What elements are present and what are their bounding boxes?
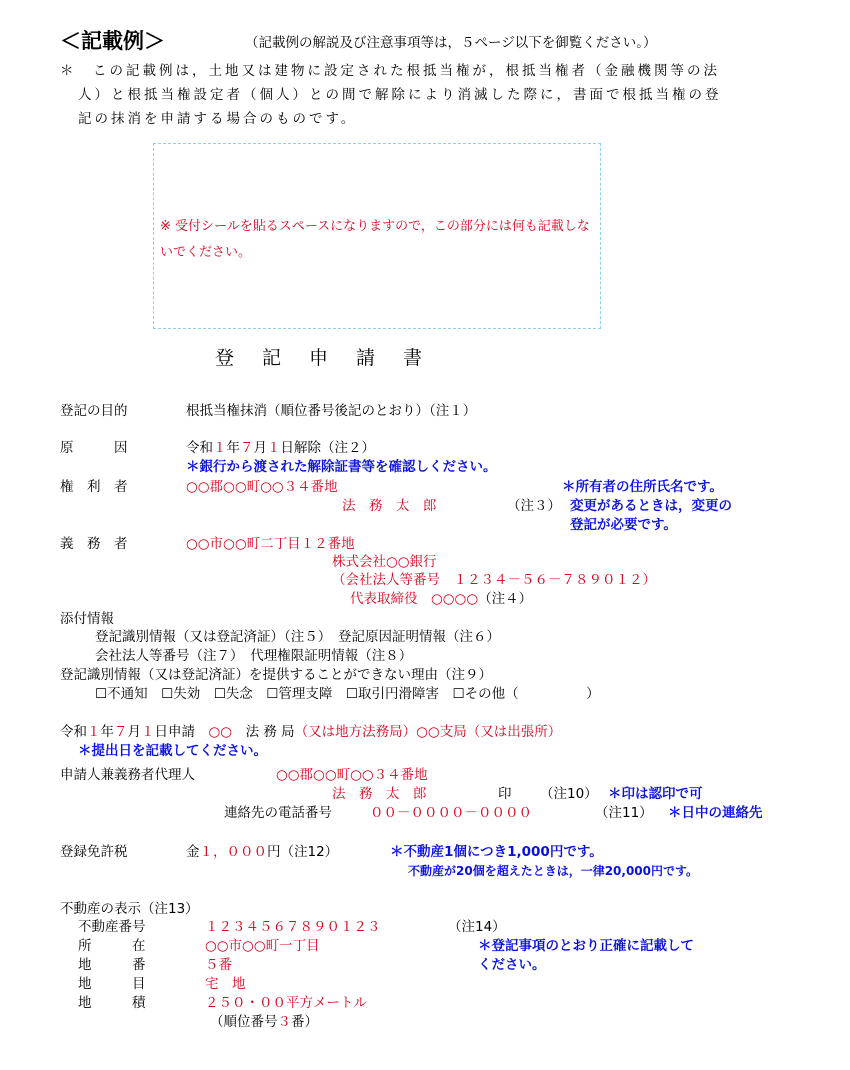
cause-era: 令和 [186,440,213,456]
obligor-label: 義 務 者 [60,536,128,552]
agent-note: （注10） [540,786,598,802]
tax-prefix: 金 [186,844,200,860]
attachments-reason-options: ☐不通知 ☐失効 ☐失念 ☐管理支障 ☐取引円滑障害 ☐その他（ ） [95,686,600,702]
attachments-label: 添付情報 [60,611,114,627]
agent-label: 申請人兼義務者代理人 [60,767,195,783]
property-number-label: 不動産番号 [78,919,146,935]
application-hint: ＊提出日を記載してください。 [78,743,267,759]
tax-note: （注12） [280,844,339,860]
attachments-line-2: 会社法人等番号（注７） 代理権限証明情報（注８） [95,648,413,664]
property-category-label: 地 目 [78,976,146,992]
property-rank-suffix: 番） [291,1014,318,1030]
cause-day-unit: 日解除（注２） [280,440,375,456]
property-number: １２３４５６７８９０１２３ [205,919,381,935]
obligor-address: ○○市○○町二丁目１２番地 [186,536,355,552]
application-office-prefix: ○○ [208,724,233,740]
application-day-unit: 日申請 [154,724,195,740]
tax-amount: １，０００ [199,844,267,860]
cause-day: １ [267,440,281,456]
cause-label: 原 因 [60,440,128,456]
property-label: 不動産の表示（注13） [60,901,199,917]
cause-year-unit: 年 [226,440,240,456]
header-note: （記載例の解説及び注意事項等は，５ページ以下を御覧ください。） [245,35,657,51]
application-era: 令和 [60,724,87,740]
application-office-suffix: （又は地方法務局）○○支局（又は出張所） [294,724,562,740]
agent-phone: ００－００００－００００ [370,805,532,821]
document-title: 登記申請書 [215,347,451,369]
property-category: 宅 地 [205,976,246,992]
agent-address: ○○郡○○町○○３４番地 [276,767,428,783]
attachments-line-1: 登記識別情報（又は登記済証）（注５） 登記原因証明情報（注６） [95,629,500,645]
property-area-label: 地 積 [78,995,146,1011]
property-number-note: （注14） [448,919,506,935]
right-holder-note: （注３） [507,498,561,514]
tax-hint-1: ＊不動産1個につき1,000円です。 [390,844,603,860]
right-holder-address: ○○郡○○町○○３４番地 [186,479,338,495]
property-lot-label: 地 番 [78,957,146,973]
right-holder-hint-2: 変更があるときは，変更の [570,498,732,514]
tax-hint-2: 不動産が20個を超えたときは，一律20,000円です。 [408,864,699,878]
tax-label: 登録免許税 [60,844,128,860]
application-month: ７ [114,724,128,740]
agent-phone-label: 連絡先の電話番号 [224,805,332,821]
cause-year: １ [213,440,227,456]
property-hint-2: ください。 [478,957,546,973]
intro-line-1: ＊ この記載例は，土地又は建物に設定された根抵当権が，根抵当権者（金融機関等の法 [60,63,720,79]
cause-value [186,442,375,456]
property-hint-1: ＊登記事項のとおり正確に記載して [478,938,694,954]
application-month-unit: 月 [127,724,141,740]
obligor-representative [350,593,532,607]
sticker-instruction: ※ 受付シールを貼るスペースになりますので，この部分には何も記載しないでください。 [160,219,590,260]
agent-seal: 印 [498,786,512,802]
property-location: ○○市○○町一丁目 [205,938,320,954]
property-rank-number: ３ [277,1014,291,1030]
purpose-value: 根抵当権抹消（順位番号後記のとおり）（注１） [186,403,477,419]
attachments-reason-label: 登記識別情報（又は登記済証）を提供することができない理由（注９） [60,667,492,683]
agent-phone-note: （注11） [595,805,653,821]
tax-amount-line [186,846,338,860]
property-lot: ５番 [205,957,232,973]
property-rank [210,1016,318,1030]
application-year: １ [87,724,101,740]
cause-month: ７ [240,440,254,456]
intro-line-2: 人）と根抵当権設定者（個人）との間で解除により消滅した際に，書面で根抵当権の登 [78,87,722,103]
obligor-rep-title: 代表取締役 [350,591,418,607]
right-holder-name: 法 務 太 郎 [342,498,437,514]
cause-month-unit: 月 [253,440,267,456]
application-day: １ [141,724,155,740]
page-heading: ＜記載例＞ [60,29,165,53]
agent-phone-hint: ＊日中の連絡先 [668,805,763,821]
right-holder-hint-3: 登記が必要です。 [570,517,677,533]
application-line [60,726,561,740]
right-holder-hint-1: ＊所有者の住所氏名です。 [562,479,723,495]
intro-line-3: 記の抹消を申請する場合のものです。 [78,111,358,127]
agent-name: 法 務 太 郎 [332,786,427,802]
right-holder-label: 権 利 者 [60,479,128,495]
obligor-corp-number: （会社法人等番号 １２３４－５６－７８９０１２） [332,572,656,588]
receipt-sticker-area [153,143,601,329]
tax-unit: 円 [267,844,281,860]
purpose-label: 登記の目的 [60,403,128,419]
property-rank-prefix: （順位番号 [210,1014,278,1030]
application-office: 法 務 局 [245,724,295,740]
agent-hint: ＊印は認印で可 [608,786,703,802]
cause-hint: ＊銀行から渡された解除証書等を確認しください。 [186,459,497,475]
property-area: ２５０・００平方メートル [205,995,367,1011]
obligor-company: 株式会社○○銀行 [332,554,437,570]
property-location-label: 所 在 [78,938,146,954]
obligor-rep-name: ○○○○ [431,591,479,607]
obligor-note: （注４） [478,591,533,607]
application-year-unit: 年 [100,724,114,740]
